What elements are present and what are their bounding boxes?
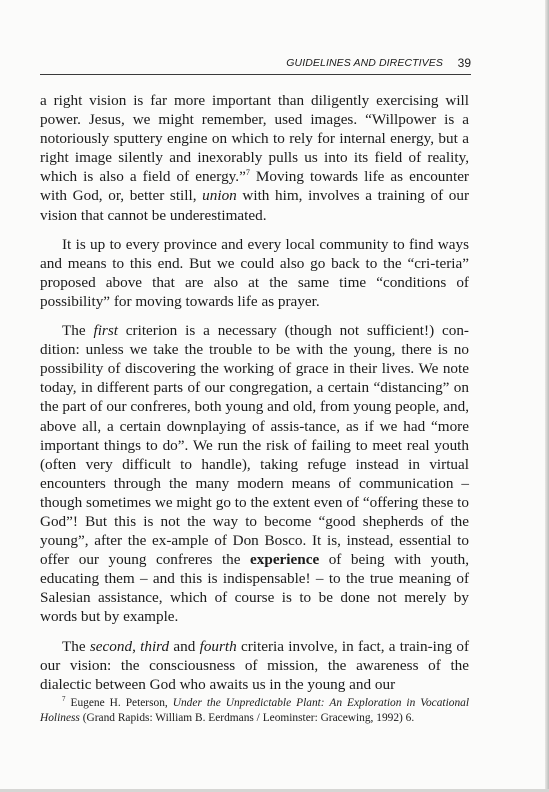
emphasis-text: first [93, 322, 118, 340]
running-header [40, 54, 471, 75]
text-run: with him, involves a training of our vision that cannot be underestimated. [40, 187, 470, 224]
emphasis-text: Under the Unpredictable Plant: An Exploration in Vocational Holiness [40, 697, 469, 724]
emphasis-text: second [89, 637, 133, 655]
text-run: a right vision is far more important than diligently exercising will power. Jesus, we might remember, used images. “Willpower is a notoriously sputtery engine on which to rely for internal energy, but a right image silently and inexorably pulls us into its field of reality, which is also a field of energy.” [40, 92, 469, 186]
text-run: criterion is a necessary (though not sufficient!) con-dition: unless we take the trouble to be with the young, there is no possibility of discovering the working of grace in their lives. We note today, in different parts of our congregation, a certain “distancing” on the part of our confreres, both young and old, from young people, and, above all, a certain downplaying of assis-tance, as if we had “more important things to do”. We run the risk of failing to meet real youth (often very difficult to handle), taking refuge instead in virtual encounters through the many modern means of communication – though sometimes we might go to the extent even of “offering these to God”! But this is not the way to become “good shepherds of the young”, after the ex-ample of Don Bosco. It is, instead, essential to offer our young confreres the [40, 322, 469, 569]
text-run: criteria involve, in fact, a train-ing of our vision: the consciousness of mission, the awareness of the dialectic between God who awaits us in the young and our [40, 637, 469, 693]
text-run: The [62, 322, 94, 340]
body-text [40, 91, 469, 704]
footnote-7 [40, 696, 469, 725]
emphasis-text: third [140, 637, 170, 655]
text-run: The [62, 637, 90, 655]
text-run: , [132, 637, 141, 655]
text-run: of being with youth, educating them – and this is indispensable! – to the true meaning of Salesian assistance, which of course is to be done not merely by words but by example. [40, 551, 469, 626]
page-edge-shadow [545, 0, 549, 792]
footnote-marker: 7 [62, 695, 66, 704]
text-run: It is up to every province and every local community to find ways and means to this end. But we could also go back to the “cri-teria” proposed above that are also at the same time “conditions of possibility” for moving towards life as prayer. [40, 235, 469, 310]
text-run: Eugene H. Peterson, [65, 697, 173, 709]
page-number: 39 [457, 56, 471, 70]
paragraph-2 [40, 235, 469, 311]
footnote-marker: 7 [245, 168, 250, 178]
text-run: Moving towards life as encounter with God, or, better still, [40, 168, 469, 205]
paragraph-3 [40, 321, 469, 627]
emphasis-text: fourth [199, 637, 237, 655]
paragraph-4 [40, 637, 469, 694]
running-title: GUIDELINES AND DIRECTIVES [286, 57, 443, 69]
bold-text: experience [250, 551, 320, 569]
text-run: (Grand Rapids: William B. Eerdmans / Leominster: Gracewing, 1992) 6. [79, 711, 415, 724]
emphasis-text: union [202, 187, 237, 205]
paragraph-1 [40, 91, 469, 225]
text-run: and [169, 637, 200, 655]
